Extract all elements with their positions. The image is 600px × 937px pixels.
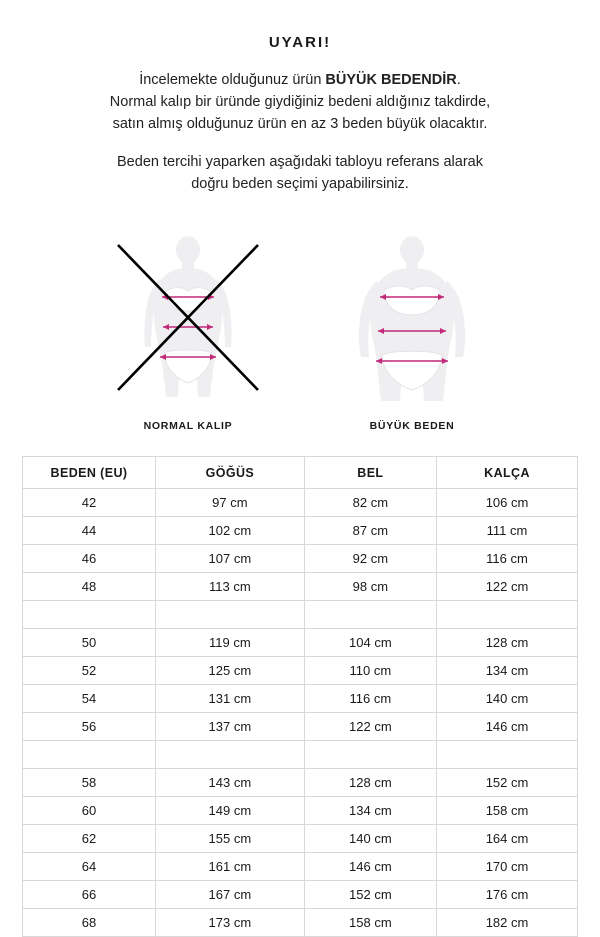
- intro-line-4: Beden tercihi yaparken aşağıdaki tabloyu referans alarak: [117, 154, 483, 171]
- table-cell: 54: [23, 685, 156, 713]
- table-cell: 152 cm: [304, 881, 436, 909]
- table-cell: 143 cm: [156, 769, 305, 797]
- intro-line-1-strong: BÜYÜK BEDENDİR: [325, 72, 457, 88]
- table-spacer-cell: [437, 601, 578, 629]
- table-row: [23, 489, 578, 517]
- table-cell: 44: [23, 517, 156, 545]
- table-cell: 134 cm: [304, 797, 436, 825]
- table-cell: 66: [23, 881, 156, 909]
- table-cell: 158 cm: [437, 797, 578, 825]
- table-row: [23, 769, 578, 797]
- table-cell: 111 cm: [437, 517, 578, 545]
- figure-normal-fit: [108, 235, 268, 432]
- table-cell: 131 cm: [156, 685, 305, 713]
- table-cell: 52: [23, 657, 156, 685]
- table-spacer-cell: [304, 601, 436, 629]
- size-table: [22, 456, 578, 937]
- table-cell: 155 cm: [156, 825, 305, 853]
- table-row: [23, 881, 578, 909]
- table-cell: 140 cm: [304, 825, 436, 853]
- figure-plus-size: [332, 235, 492, 432]
- column-header-size: BEDEN (EU): [23, 457, 156, 489]
- table-cell: 134 cm: [437, 657, 578, 685]
- table-header-row: [23, 457, 578, 489]
- table-spacer-cell: [156, 741, 305, 769]
- table-cell: 87 cm: [304, 517, 436, 545]
- figure-caption-plus: BÜYÜK BEDEN: [369, 420, 455, 433]
- table-row: [23, 853, 578, 881]
- table-cell: 104 cm: [304, 629, 436, 657]
- table-row: [23, 657, 578, 685]
- table-cell: 182 cm: [437, 909, 578, 937]
- table-cell: 107 cm: [156, 545, 305, 573]
- table-cell: 110 cm: [304, 657, 436, 685]
- table-cell: 170 cm: [437, 853, 578, 881]
- table-row: [23, 517, 578, 545]
- intro-line-1-pre: İncelemekte olduğunuz ürün: [139, 72, 326, 88]
- female-body-silhouette-icon: [108, 235, 268, 410]
- table-cell: 158 cm: [304, 909, 436, 937]
- table-cell: 164 cm: [437, 825, 578, 853]
- table-cell: 82 cm: [304, 489, 436, 517]
- table-cell: 137 cm: [156, 713, 305, 741]
- table-cell: 58: [23, 769, 156, 797]
- table-row: [23, 685, 578, 713]
- table-cell: 113 cm: [156, 573, 305, 601]
- table-cell: 68: [23, 909, 156, 937]
- table-cell: 60: [23, 797, 156, 825]
- size-table-body: [23, 489, 578, 937]
- table-cell: 122 cm: [437, 573, 578, 601]
- table-spacer-cell: [156, 601, 305, 629]
- figure-caption-normal: NORMAL KALIP: [143, 420, 233, 433]
- table-cell: 146 cm: [437, 713, 578, 741]
- table-spacer-cell: [23, 601, 156, 629]
- intro-line-5: doğru beden seçimi yapabilirsiniz.: [191, 176, 409, 193]
- table-cell: 176 cm: [437, 881, 578, 909]
- column-header-bust: GÖĞÜS: [156, 457, 305, 489]
- table-cell: 56: [23, 713, 156, 741]
- table-cell: 42: [23, 489, 156, 517]
- table-cell: 140 cm: [437, 685, 578, 713]
- table-cell: 46: [23, 545, 156, 573]
- table-cell: 152 cm: [437, 769, 578, 797]
- female-body-plus-size-silhouette-icon: [332, 235, 492, 410]
- table-cell: 128 cm: [304, 769, 436, 797]
- table-cell: 102 cm: [156, 517, 305, 545]
- table-cell: 62: [23, 825, 156, 853]
- table-cell: 97 cm: [156, 489, 305, 517]
- table-spacer-cell: [437, 741, 578, 769]
- intro-paragraph: [22, 69, 578, 195]
- table-cell: 125 cm: [156, 657, 305, 685]
- table-cell: 50: [23, 629, 156, 657]
- table-cell: 167 cm: [156, 881, 305, 909]
- table-cell: 106 cm: [437, 489, 578, 517]
- table-cell: 149 cm: [156, 797, 305, 825]
- table-row: [23, 713, 578, 741]
- table-row: [23, 573, 578, 601]
- table-spacer-row: [23, 601, 578, 629]
- table-cell: 116 cm: [437, 545, 578, 573]
- table-row: [23, 797, 578, 825]
- table-cell: 128 cm: [437, 629, 578, 657]
- table-spacer-row: [23, 741, 578, 769]
- table-cell: 173 cm: [156, 909, 305, 937]
- size-table-head: [23, 457, 578, 489]
- table-spacer-cell: [304, 741, 436, 769]
- table-row: [23, 909, 578, 937]
- table-spacer-cell: [23, 741, 156, 769]
- intro-line-1-post: .: [456, 72, 461, 88]
- table-row: [23, 629, 578, 657]
- table-cell: 122 cm: [304, 713, 436, 741]
- intro-spacer: [36, 135, 564, 151]
- table-cell: 48: [23, 573, 156, 601]
- table-cell: 119 cm: [156, 629, 305, 657]
- column-header-hip: KALÇA: [437, 457, 578, 489]
- intro-line-1: [36, 69, 564, 91]
- table-cell: 92 cm: [304, 545, 436, 573]
- column-header-waist: BEL: [304, 457, 436, 489]
- table-row: [23, 825, 578, 853]
- table-cell: 161 cm: [156, 853, 305, 881]
- figures-row: [22, 217, 578, 432]
- intro-line-2: Normal kalıp bir üründe giydiğiniz bedeni aldığınız takdirde,: [109, 94, 491, 111]
- table-cell: 116 cm: [304, 685, 436, 713]
- intro-line-3: satın almış olduğunuz ürün en az 3 beden büyük olacaktır.: [112, 116, 488, 133]
- table-row: [23, 545, 578, 573]
- page-title: UYARI!: [268, 34, 332, 51]
- table-cell: 98 cm: [304, 573, 436, 601]
- table-cell: 146 cm: [304, 853, 436, 881]
- table-cell: 64: [23, 853, 156, 881]
